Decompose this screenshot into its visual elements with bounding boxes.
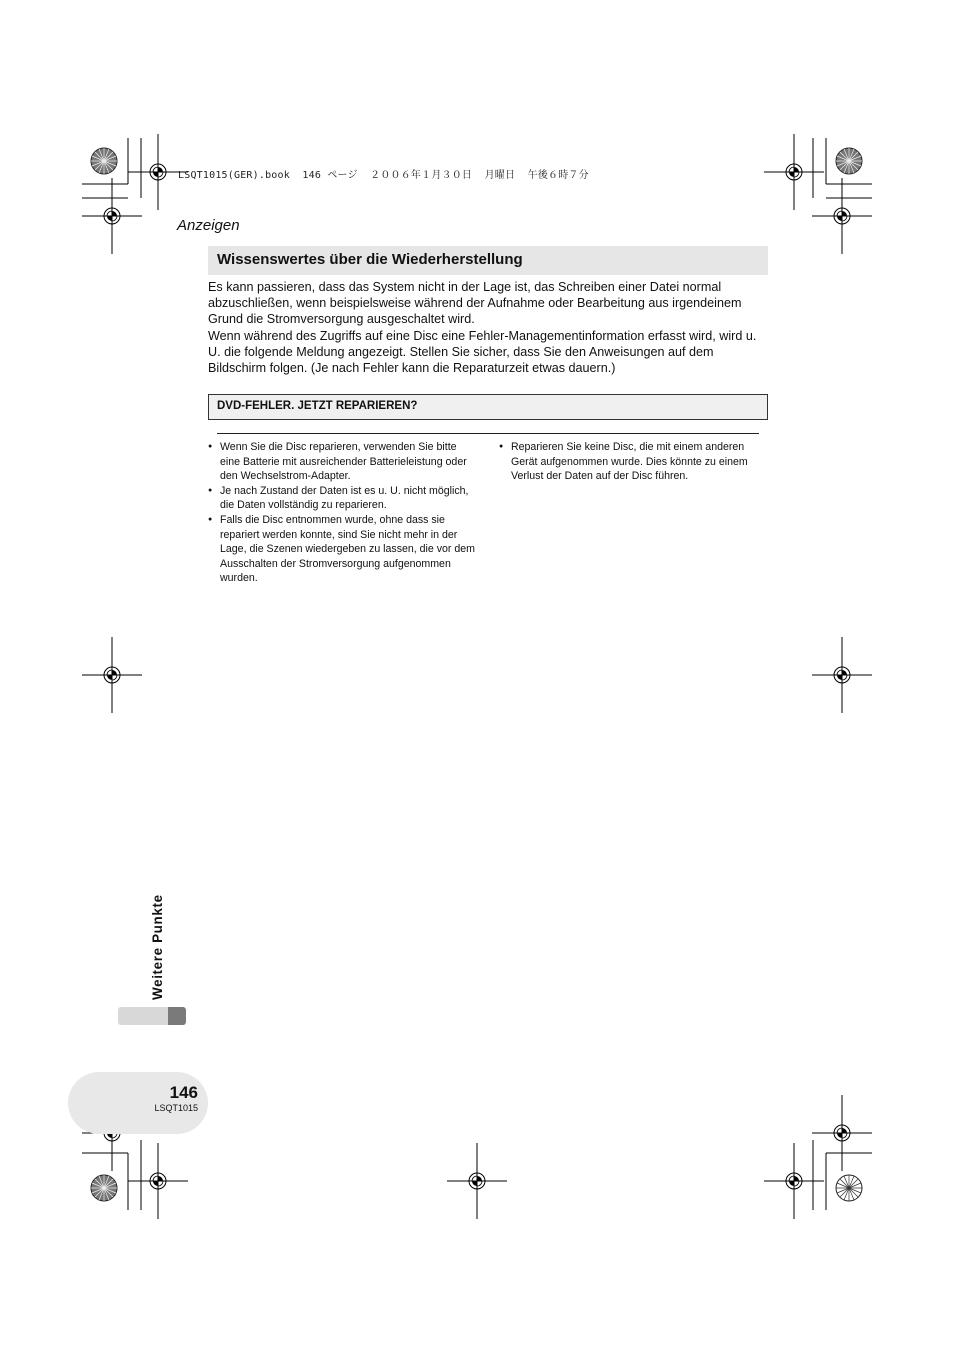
- section-title: Wissenswertes über die Wiederherstellung: [217, 251, 523, 268]
- list-item: ● Falls die Disc entnommen wurde, ohne dass sie repariert werden konnte, sind Sie nicht mehr in der Lage, die Szenen wiedergeben zu lassen, die vor dem Ausschalten der Stromversorgung aufgenommen wurden.: [208, 513, 478, 586]
- error-message-box: [208, 394, 768, 420]
- chapter-side-label: Weitere Punkte: [150, 894, 165, 1000]
- divider: [217, 433, 759, 434]
- section-label: Anzeigen: [177, 217, 240, 234]
- chapter-tab: [118, 1007, 168, 1025]
- page-number: 146: [169, 1083, 198, 1102]
- page-code: LSQT1015: [154, 1103, 198, 1113]
- notes-right: [499, 440, 769, 484]
- intro-text: [208, 279, 768, 376]
- section-title-bar: [208, 246, 768, 275]
- list-item: ● Wenn Sie die Disc reparieren, verwenden Sie bitte eine Batterie mit ausreichender Batterieleistung oder den Wechselstrom-Adapter.: [208, 440, 478, 484]
- error-message: DVD-FEHLER. JETZT REPARIEREN?: [217, 400, 418, 412]
- intro-paragraph-1: Es kann passieren, dass das System nicht in der Lage ist, das Schreiben einer Datei normal abzuschließen, wenn beispielsweise während der Aufnahme oder Bearbeitung aus irgendeinem Grund die Stromversorgung ausgeschaltet wird.: [208, 280, 742, 327]
- print-header: LSQT1015(GER).book 146 ページ ２００６年１月３０日 月曜日 午後６時７分: [178, 170, 589, 181]
- intro-paragraph-2: Wenn während des Zugriffs auf eine Disc eine Fehler-Managementinformation erfasst wird, wird u. U. die folgende Meldung angezeigt. Stellen Sie sicher, dass Sie den Anweisungen auf dem Bildschirm folgen. (Je nach Fehler kann die Reparaturzeit etwas dauern.): [208, 328, 757, 376]
- notes-left: [208, 440, 478, 586]
- list-item: ● Je nach Zustand der Daten ist es u. U. nicht möglich, die Daten vollständig zu reparieren.: [208, 484, 478, 513]
- chapter-tab-marker: [168, 1007, 186, 1025]
- list-item: ● Reparieren Sie keine Disc, die mit einem anderen Gerät aufgenommen wurde. Dies könnte zu einem Verlust der Daten auf der Disc führen.: [499, 440, 769, 484]
